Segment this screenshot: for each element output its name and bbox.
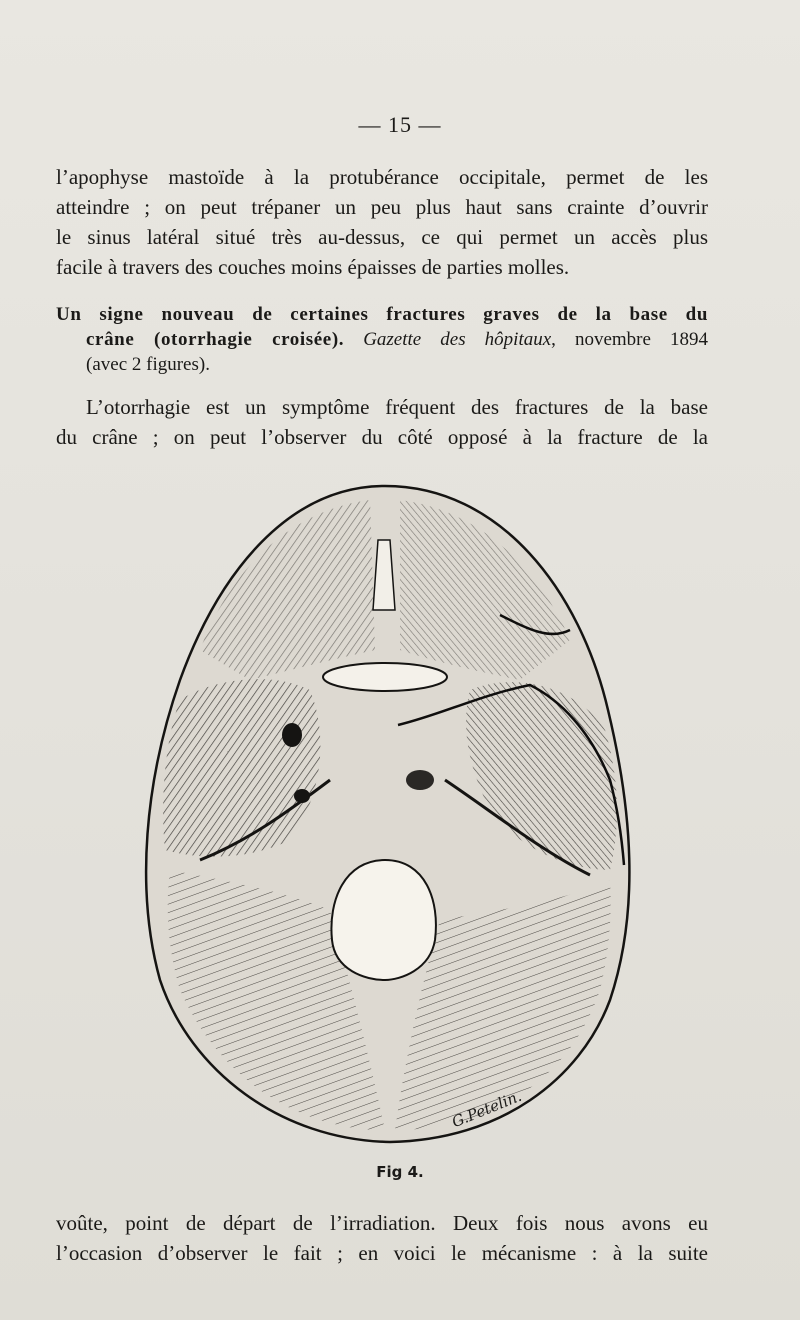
text-line: voûte, point de départ de l’irradiation. Deux fois nous avons eu bbox=[56, 1211, 708, 1235]
text-line: facile à travers des couches moins épaisses de parties molles. bbox=[56, 255, 570, 279]
bibliographic-reference bbox=[56, 302, 708, 377]
middle-fossa-left bbox=[163, 679, 320, 856]
paragraph-2 bbox=[56, 392, 708, 452]
foramen-magnum bbox=[331, 860, 435, 980]
reference-title-line2: crâne (otorrhagie croisée). bbox=[86, 329, 345, 350]
page-number: — 15 — bbox=[358, 112, 442, 137]
text-line: l’apophyse mastoïde à la protubérance occipitale, permet de les bbox=[56, 165, 708, 189]
journal-name: Gazette des hôpitaux bbox=[363, 329, 552, 350]
text-line: L’otorrhagie est un symptôme fréquent des fractures de la base bbox=[86, 395, 708, 419]
foramen bbox=[406, 770, 434, 790]
publication-date: , novembre 1894 bbox=[551, 329, 708, 350]
text-line: atteindre ; on peut trépaner un peu plus haut sans crainte d’ouvrir bbox=[56, 195, 708, 219]
text-line: l’occasion d’observer le fait ; en voici le mécanisme : à la suite bbox=[56, 1241, 708, 1265]
skull-base-illustration bbox=[140, 480, 640, 1150]
reference-title-line1: Un signe nouveau de certaines fractures graves de la base du bbox=[56, 304, 708, 325]
paragraph-3 bbox=[56, 1208, 708, 1268]
paragraph-1 bbox=[56, 162, 708, 282]
sella-turcica bbox=[323, 663, 447, 691]
text-line: du crâne ; on peut l’observer du côté opposé à la fracture de la bbox=[56, 425, 708, 449]
foramen bbox=[294, 789, 310, 803]
artist-signature: G.Petelin. bbox=[449, 1086, 525, 1132]
figure-caption: Fig 4. bbox=[376, 1163, 424, 1181]
foramen bbox=[282, 723, 302, 747]
text-line: le sinus latéral situé très au-dessus, ce qui permet un accès plus bbox=[56, 225, 708, 249]
reference-note: (avec 2 figures). bbox=[86, 354, 210, 375]
